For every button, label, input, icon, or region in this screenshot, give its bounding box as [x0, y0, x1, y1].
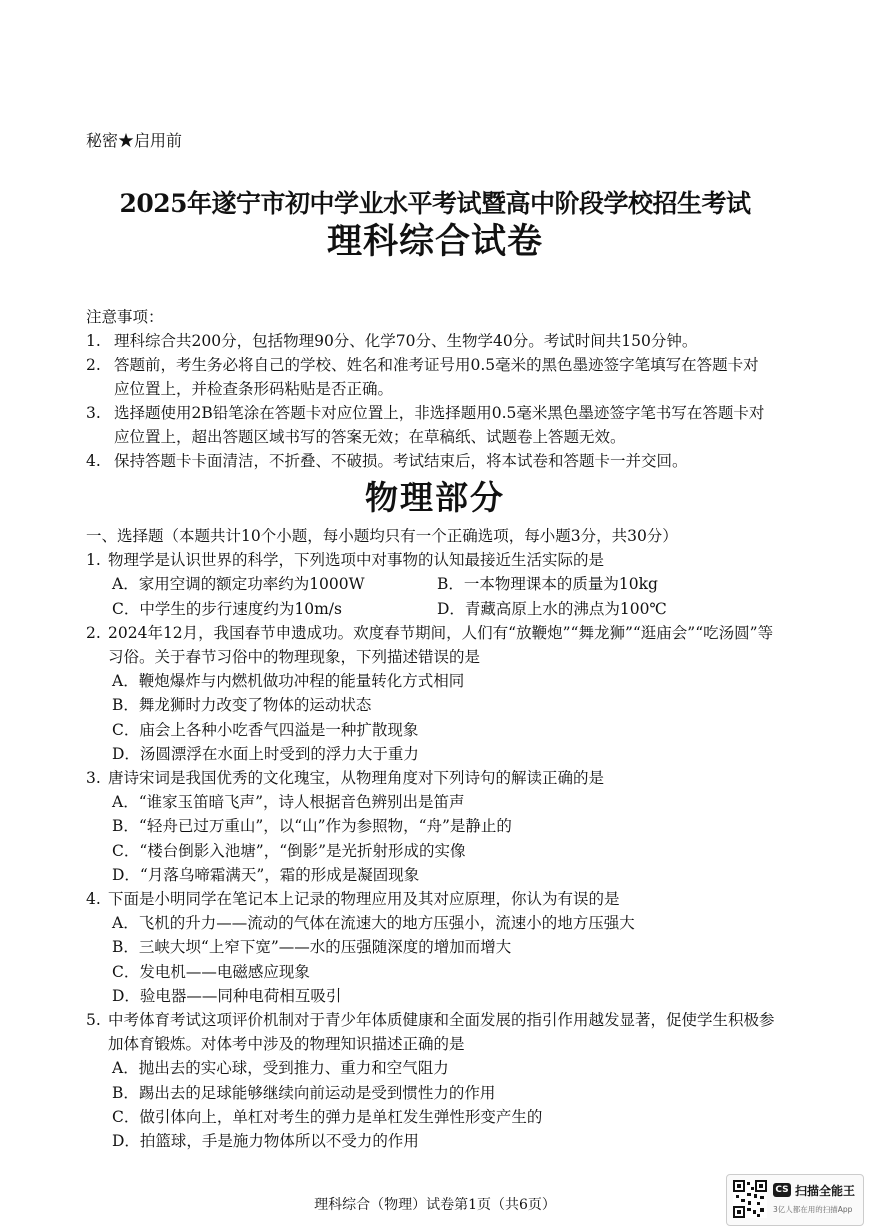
notice-block: [86, 305, 766, 473]
notice-item: 2. 答题前，考生务必将自己的学校、姓名和准考证号用0.5毫米的黑色墨迹签字笔填写在答题卡对应位置上，并检查条形码粘贴是否正确。: [86, 356, 759, 398]
option: C．庙会上各种小吃香气四溢是一种扩散现象: [112, 720, 419, 739]
option: D．青藏高原上水的沸点为100℃: [437, 599, 667, 618]
notice-item: 3. 选择题使用2B铅笔涂在答题卡对应位置上，非选择题用0.5毫米黑色墨迹签字笔书写在答题卡对应位置上，超出答题区域书写的答案无效；在草稿纸、试题卷上答题无效。: [86, 404, 765, 446]
notice-item: 4. 保持答题卡卡面清洁，不折叠、不破损。考试结束后，将本试卷和答题卡一并交回。: [86, 452, 688, 470]
secret-label: 秘密★启用前: [86, 131, 183, 150]
option: B．“轻舟已过万重山”，以“山”作为参照物，“舟”是静止的: [112, 817, 512, 836]
option: B．一本物理课本的质量为10kg: [437, 575, 658, 594]
scanner-watermark: [726, 1174, 864, 1226]
option: A．家用空调的额定功率约为1000W: [112, 575, 365, 594]
question: 1. 物理学是认识世界的科学，下列选项中对事物的认知最接近生活实际的是: [86, 548, 776, 572]
option: A．“谁家玉笛暗飞声”，诗人根据音色辨别出是笛声: [112, 793, 465, 812]
option: B．舞龙狮时力改变了物体的运动状态: [112, 696, 372, 715]
question: 3. 唐诗宋词是我国优秀的文化瑰宝，从物理角度对下列诗句的解读正确的是: [86, 766, 776, 790]
question-stem: 2024年12月，我国春节申遗成功。欢度春节期间，人们有“放鞭炮”“舞龙狮”“逛庙会”“吃汤圆”等习俗。关于春节习俗中的物理现象，下列描述错误的是: [108, 623, 774, 667]
option: C．中学生的步行速度约为10m/s: [112, 599, 342, 618]
question-stem: 中考体育考试这项评价机制对于青少年体质健康和全面发展的指引作用越发显著，促使学生积极参加体育锻炼。对体考中涉及的物理知识描述正确的是: [108, 1011, 775, 1054]
option-list: [86, 1056, 776, 1153]
question-stem: 物理学是认识世界的科学，下列选项中对事物的认知最接近生活实际的是: [108, 551, 605, 570]
exam-title: 2025年遂宁市初中学业水平考试暨高中阶段学校招生考试: [119, 189, 751, 218]
option-grid: [86, 572, 776, 620]
question-stem: 唐诗宋词是我国优秀的文化瑰宝，从物理角度对下列诗句的解读正确的是: [108, 769, 605, 788]
option: A．抛出去的实心球，受到推力、重力和空气阻力: [112, 1059, 449, 1078]
option: A．飞机的升力——流动的气体在流速大的地方压强小，流速小的地方压强大: [112, 914, 635, 933]
app-name: 扫描全能王: [795, 1184, 856, 1198]
option: C．发电机——电磁感应现象: [112, 962, 310, 981]
option: D．验电器——同种电荷相互吸引: [112, 986, 342, 1005]
option: C．“楼台倒影入池塘”，“倒影”是光折射形成的实像: [112, 841, 466, 860]
question: 4. 下面是小明同学在笔记本上记录的物理应用及其对应原理，你认为有误的是: [86, 887, 776, 911]
qr-code-icon: [733, 1180, 767, 1218]
option: C．做引体向上，单杠对考生的弹力是单杠发生弹性形变产生的: [112, 1107, 543, 1126]
section-title: 物理部分: [365, 478, 505, 517]
notice-item: 1. 理科综合共200分，包括物理90分、化学70分、生物学40分。考试时间共150分钟。: [86, 332, 698, 350]
option: D．汤圆漂浮在水面上时受到的浮力大于重力: [112, 744, 419, 763]
exam-subtitle: 理科综合试卷: [326, 221, 543, 262]
section-instruction: 一、选择题（本题共计10个小题，每小题均只有一个正确选项，每小题3分，共30分）: [86, 527, 678, 545]
option-list: [86, 669, 776, 766]
question: 5. 中考体育考试这项评价机制对于青少年体质健康和全面发展的指引作用越发显著，促使学生积极参加体育锻炼。对体考中涉及的物理知识描述正确的是: [86, 1008, 776, 1056]
app-tagline: 3亿人都在用的扫描App: [773, 1205, 853, 1214]
app-logo: CS: [773, 1183, 791, 1197]
option: B．踢出去的足球能够继续向前运动是受到惯性力的作用: [112, 1083, 496, 1102]
question-stem: 下面是小明同学在笔记本上记录的物理应用及其对应原理，你认为有误的是: [108, 890, 620, 909]
option: D．“月落乌啼霜满天”，霜的形成是凝固现象: [112, 865, 420, 884]
option: D．拍篮球，手是施力物体所以不受力的作用: [112, 1132, 419, 1151]
question-area: [86, 524, 776, 1153]
option-list: [86, 911, 776, 1008]
option-list: [86, 790, 776, 887]
notice-heading: 注意事项：: [86, 308, 164, 326]
option: A．鞭炮爆炸与内燃机做功冲程的能量转化方式相同: [112, 672, 465, 691]
question: 2. 2024年12月，我国春节申遗成功。欢度春节期间，人们有“放鞭炮”“舞龙狮”“逛庙会”“吃汤圆”等习俗。关于春节习俗中的物理现象，下列描述错误的是: [86, 621, 776, 669]
option: B．三峡大坝“上窄下宽”——水的压强随深度的增加而增大: [112, 938, 512, 957]
page-footer: 理科综合（物理）试卷第1页（共6页）: [314, 1197, 556, 1213]
